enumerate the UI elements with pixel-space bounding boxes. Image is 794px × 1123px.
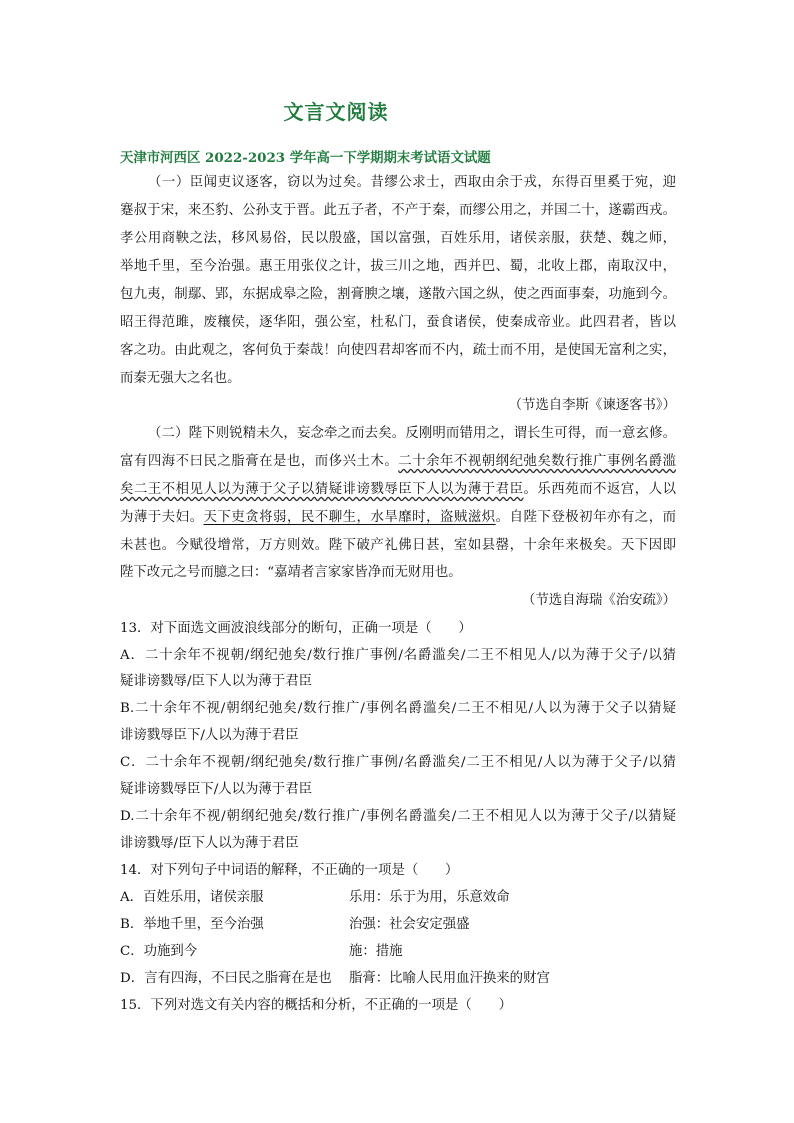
question-stem: 14．对下列句子中词语的解释，不正确的一项是（ ） (120, 863, 459, 878)
passage-2-text: 为薄于夫妇。 (120, 510, 204, 525)
passage-1-line: 昭王得范雎，废穰侯，逐华阳，强公室，杜私门，蚕食诸侯，使秦成帝业。此四君者，皆以 (120, 315, 676, 330)
option-c-line-1: C．二十余年不视朝/纲纪弛矣/数行推广事例/名爵滥矣/二王不相见/人以为薄于父子/以猜 (120, 755, 676, 770)
passage-2-line (120, 480, 676, 500)
passage-2-text: 富有四海不曰民之脂膏在是也，而侈兴土木。 (120, 454, 399, 469)
option-row (120, 969, 676, 989)
option-a-line-1: A．二十余年不视朝/纲纪弛矣/数行推广事例/名爵滥矣/二王不相见人/以为薄于父子/以猜 (120, 648, 676, 663)
option-sentence: D．言有四海，不曰民之脂膏在是也 (120, 971, 332, 986)
option-row (120, 888, 676, 908)
passage-1-line: 孝公用商鞅之法，移风易俗，民以殷盛，国以富强，百姓乐用，诸侯亲服，获楚、魏之师， (120, 231, 676, 246)
option-sentence: B．举地千里，至今治强 (120, 917, 264, 932)
passage-1-line: 而秦无强大之名也。 (120, 371, 241, 386)
passage-1-line: （一）臣闻吏议逐客，窃以为过矣。昔缪公求士，西取由余于戎，东得百里奚于宛，迎 (148, 175, 676, 190)
passage-2-line (120, 452, 676, 472)
option-b-line-2: 诽谤戮辱臣下/人以为薄于君臣 (120, 728, 299, 743)
passage-1-line: 客之功。由此观之，客何负于秦哉！向使四君却客而不内，疏士而不用，是使国无富利之实， (120, 343, 676, 358)
source-heading: 天津市河西区 2022-2023 学年高一下学期期末考试语文试题 (120, 150, 491, 166)
passage-2-line (120, 508, 676, 528)
option-b-line-1: B.二十余年不视/朝纲纪弛矣/数行推广/事例名爵滥矣/二王不相见/人以为薄于父子以猜疑 (120, 701, 676, 716)
wavy-underlined-text: 矣二王不相见人以为薄于父子以猜疑诽谤戮辱臣下人以为薄于君臣 (120, 482, 524, 497)
page-title: 文言文阅读 (283, 100, 389, 124)
question-stem: 13．对下面选文画波浪线部分的断句，正确一项是（ ） (120, 621, 472, 636)
option-row (120, 915, 676, 935)
option-sentence: C．功施到今 (120, 944, 198, 959)
passage-2-text: 。自陛下登极初年亦有之，而 (495, 510, 677, 525)
option-row (120, 942, 676, 962)
option-c-line-2: 疑诽谤戮辱臣下/人以为薄于君臣 (120, 782, 312, 797)
option-sentence: A．百姓乐用，诸侯亲服 (120, 890, 264, 905)
passage-2-line: 陛下改元之号而臆之曰：“嘉靖者言家家皆净而无财用也。 (120, 565, 462, 580)
option-explanation: 治强：社会安定强盛 (349, 917, 470, 932)
option-explanation: 乐用：乐于为用，乐意效命 (349, 890, 510, 905)
underlined-sentence: 天下吏贪将弱，民不聊生，水旱靡时，盗贼滋炽 (203, 510, 496, 525)
passage-2-text: 。乐西苑而不返宫，人以 (523, 482, 677, 497)
option-explanation: 施：措施 (349, 944, 403, 959)
passage-2-line: 未甚也。今赋役增常，万方则效。陛下破产礼佛日甚，室如县罄，十余年来极矣。天下因即 (120, 538, 676, 553)
passage-2-source: （节选自海瑞《治安疏》） (522, 593, 676, 608)
option-d-line-2: 诽谤戮辱/臣下人以为薄于君臣 (120, 836, 299, 851)
option-d-line-1: D.二十余年不视/朝纲纪弛矣/数行推广/事例名爵滥矣/二王不相见人以为薄于父子/以猜疑 (120, 809, 676, 824)
wavy-underlined-text: 二十余年不视朝纲纪弛矣数行推广事例名爵滥 (398, 454, 677, 469)
passage-1-line: 蹇叔于宋，来丕豹、公孙支于晋。此五子者，不产于秦，而缪公用之，并国二十，遂霸西戎。 (120, 203, 676, 218)
option-a-line-2: 疑诽谤戮辱/臣下人以为薄于君臣 (120, 674, 312, 689)
passage-1-source: （节选自李斯《谏逐客书》） (508, 398, 676, 413)
passage-2-line: （二）陛下则锐精未久，妄念牵之而去矣。反刚明而错用之，谓长生可得，而一意玄修。 (148, 426, 676, 441)
question-stem: 15．下列对选文有关内容的概括和分析，不正确的一项是（ ） (120, 998, 512, 1013)
option-explanation: 脂膏：比喻人民用血汗换来的财宫 (349, 971, 550, 986)
passage-1-line: 包九夷，制鄢、郢，东据成皋之险，割膏腴之壤，遂散六国之纵，使之西面事秦，功施到今。 (120, 287, 676, 302)
passage-1-line: 举地千里，至今治强。惠王用张仪之计，拔三川之地，西并巴、蜀，北收上郡，南取汉中， (120, 259, 676, 274)
